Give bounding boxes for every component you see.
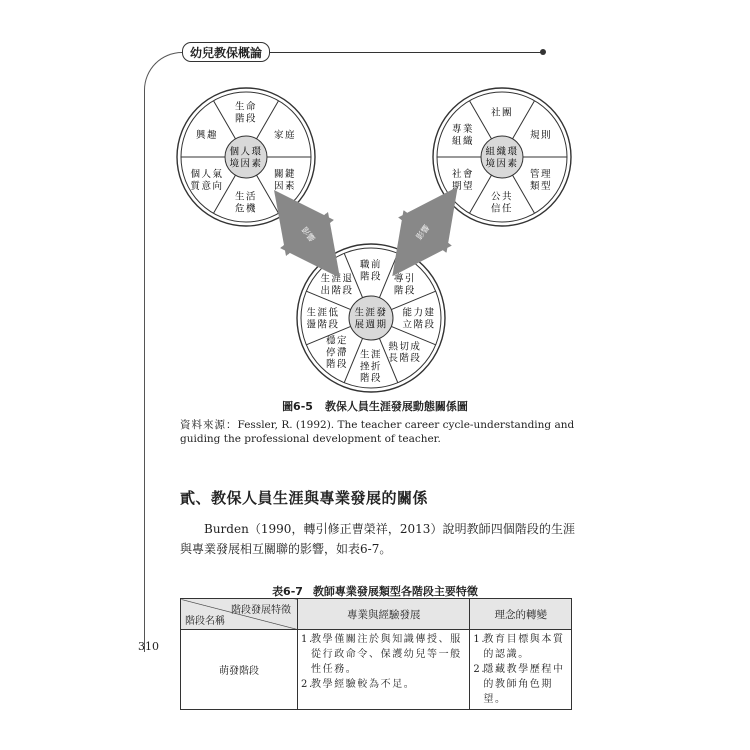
body-paragraph: Burden（1990，轉引修正曹榮祥，2013）說明教師四個階段的生涯與專業發展相互關聯的影響，如表6-7。 [180, 522, 575, 556]
wheel-segment-label: 職前階段 [359, 259, 383, 283]
wheel-segment-label: 導引階段 [393, 273, 416, 297]
wheel-segment-label: 專業組織 [452, 123, 475, 147]
list-item [473, 662, 568, 707]
table-title-text: 教師專業發展類型各階段主要特徵 [312, 585, 478, 598]
wheel-segment-label: 社團 [490, 107, 514, 119]
personal-wheel-center-label: 個人環境因素 [229, 146, 263, 170]
list-item [473, 632, 568, 662]
item-number: 1. [301, 634, 314, 645]
figure-caption-label: 圖6-5 [282, 400, 313, 413]
wheel-segment-label: 家庭 [273, 129, 296, 141]
item-text: 教學僅關注於與知識傳授、服從行政命令、保護幼兒等一般性任務。 [311, 634, 462, 675]
section-heading: 貳、教保人員生涯與專業發展的關係 [180, 489, 429, 507]
source-label: 資料來源： [180, 419, 238, 431]
item-text: 教學經驗較為不足。 [311, 679, 416, 690]
personal-wheel [177, 88, 315, 226]
wheel-segment-label: 管理類型 [529, 168, 552, 192]
wheel-segment-label: 能力建立階段 [402, 307, 436, 331]
corner-top-label: 階段發展特徵 [231, 605, 291, 616]
page-number: 310 [138, 640, 159, 653]
item-number: 2. [473, 664, 487, 675]
organizational-wheel-center-label: 組織環境因素 [485, 146, 519, 170]
stage-characteristics-table [180, 598, 572, 710]
column-header-experience: 專業與經驗發展 [298, 599, 470, 630]
list-item [301, 677, 466, 692]
wheel-segment-label: 規則 [529, 129, 552, 141]
wheel-segment-label: 個人氣質意向 [190, 168, 224, 192]
wheel-segment-label: 社會期望 [452, 168, 475, 192]
item-text: 隱藏教學歷程中的教師角色期望。 [483, 664, 565, 705]
table-title [0, 583, 750, 599]
item-number: 1. [473, 634, 487, 645]
running-title: 幼兒教保概論 [182, 42, 270, 62]
career-wheel [297, 244, 445, 392]
wheel-segment-label: 興趣 [196, 129, 219, 141]
beliefs-cell [470, 630, 572, 710]
corner-bottom-label: 階段名稱 [185, 616, 225, 627]
wheel-segment-label: 熱切成長階段 [388, 341, 422, 365]
wheel-segment-label: 公共信任 [490, 191, 514, 215]
column-header-beliefs: 理念的轉變 [470, 599, 572, 630]
left-arrow-label: 影響 [299, 225, 317, 244]
table-corner-cell [181, 599, 298, 630]
wheel-segment-label: 生命階段 [234, 101, 258, 125]
item-text: 教育目標與本質的認識。 [483, 634, 565, 660]
right-arrow-label: 影響 [414, 223, 432, 242]
stage-name: 萌發階段 [181, 630, 298, 710]
table-header-row [181, 599, 572, 630]
table-title-label: 表6-7 [272, 585, 303, 598]
list-item [301, 632, 466, 677]
organizational-wheel [433, 88, 571, 226]
table-row [181, 630, 572, 710]
wheel-segment-label: 穩定停滯階段 [326, 335, 349, 371]
career-wheel-center-label: 生涯發展週期 [354, 307, 388, 331]
item-number: 2. [301, 679, 314, 690]
figure-caption-text: 教保人員生涯發展動態關係圖 [324, 400, 468, 413]
figure-caption [0, 398, 750, 414]
wheel-segment-label: 生活危機 [234, 191, 258, 215]
wheel-segment-label: 生涯挫折階段 [359, 349, 383, 385]
figure-source [180, 418, 580, 446]
wheel-segment-label: 關鍵因素 [273, 168, 296, 192]
source-text: Fessler, R. (1992). The teacher career cycle-understanding and guiding the professional development of teacher. [180, 419, 575, 445]
wheel-segment-label: 生涯退出階段 [320, 273, 354, 297]
wheel-segment-label: 生涯低盪階段 [306, 307, 340, 331]
experience-cell [298, 630, 470, 710]
